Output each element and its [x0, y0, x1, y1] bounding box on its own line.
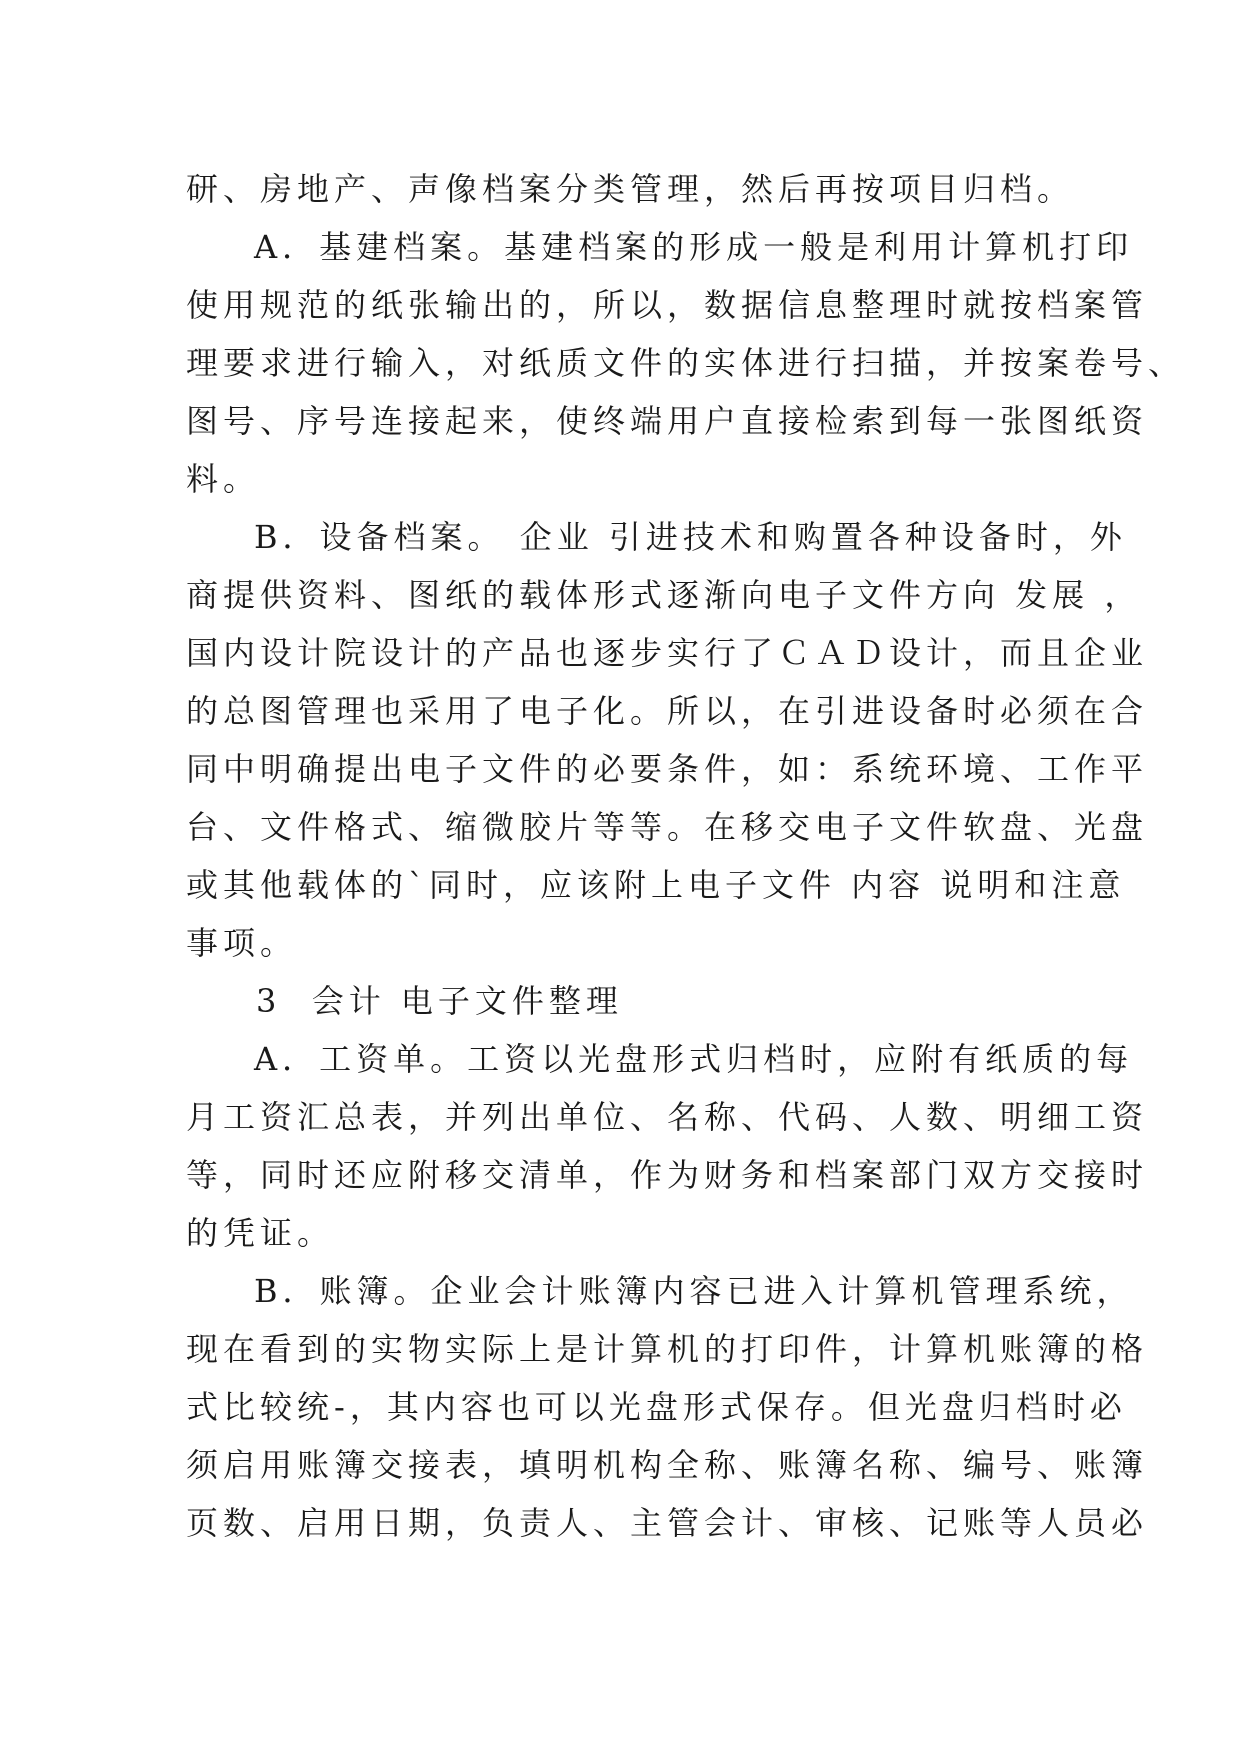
- text-line: 月工资汇总表，并列出单位、名称、代码、人数、明细工资: [186, 1098, 1149, 1136]
- text-line: B．账簿。企业会计账簿内容已进入计算机管理系统，: [254, 1272, 1134, 1310]
- text-line: 的凭证。: [186, 1214, 335, 1252]
- text-line: 等，同时还应附移交清单，作为财务和档案部门双方交接时: [186, 1156, 1149, 1194]
- text-line: A．工资单。工资以光盘形式归档时，应附有纸质的每: [254, 1040, 1134, 1078]
- text-line: 式比较统-，其内容也可以光盘形式保存。但光盘归档时必: [186, 1388, 1127, 1426]
- text-line: 国内设计院设计的产品也逐步实行了ＣＡＤ设计，而且企业: [186, 634, 1149, 672]
- text-line: 台、文件格式、缩微胶片等等。在移交电子文件软盘、光盘: [186, 808, 1149, 846]
- text-line: 页数、启用日期，负责人、主管会计、审核、记账等人员必: [186, 1504, 1149, 1542]
- text-line: 图号、序号连接起来，使终端用户直接检索到每一张图纸资: [186, 402, 1149, 440]
- body-text: [186, 160, 1186, 1552]
- text-line: A．基建档案。基建档案的形成一般是利用计算机打印: [254, 228, 1134, 266]
- text-line: 料。: [186, 460, 261, 498]
- text-line: 或其他载体的`同时，应该附上电子文件 内容 说明和注意: [186, 866, 1126, 904]
- text-line: 的总图管理也采用了电子化。所以，在引进设备时必须在合: [186, 692, 1149, 730]
- text-line: 研、房地产、声像档案分类管理，然后再按项目归档。: [186, 170, 1075, 208]
- text-line: 现在看到的实物实际上是计算机的打印件，计算机账簿的格: [186, 1330, 1149, 1368]
- text-line: 事项。: [186, 924, 298, 962]
- text-line: B．设备档案。 企业 引进技术和购置各种设备时，外: [254, 518, 1127, 556]
- section-heading: 3 会计 电子文件整理: [256, 982, 623, 1020]
- text-line: 使用规范的纸张输出的，所以，数据信息整理时就按档案管: [186, 286, 1149, 324]
- text-line: 同中明确提出电子文件的必要条件，如：系统环境、工作平: [186, 750, 1149, 788]
- text-line: 须启用账簿交接表，填明机构全称、账簿名称、编号、账簿: [186, 1446, 1149, 1484]
- text-line: 理要求进行输入，对纸质文件的实体进行扫描，并按案卷号、: [186, 344, 1186, 382]
- text-line: 商提供资料、图纸的载体形式逐渐向电子文件方向 发展 ，: [186, 576, 1142, 614]
